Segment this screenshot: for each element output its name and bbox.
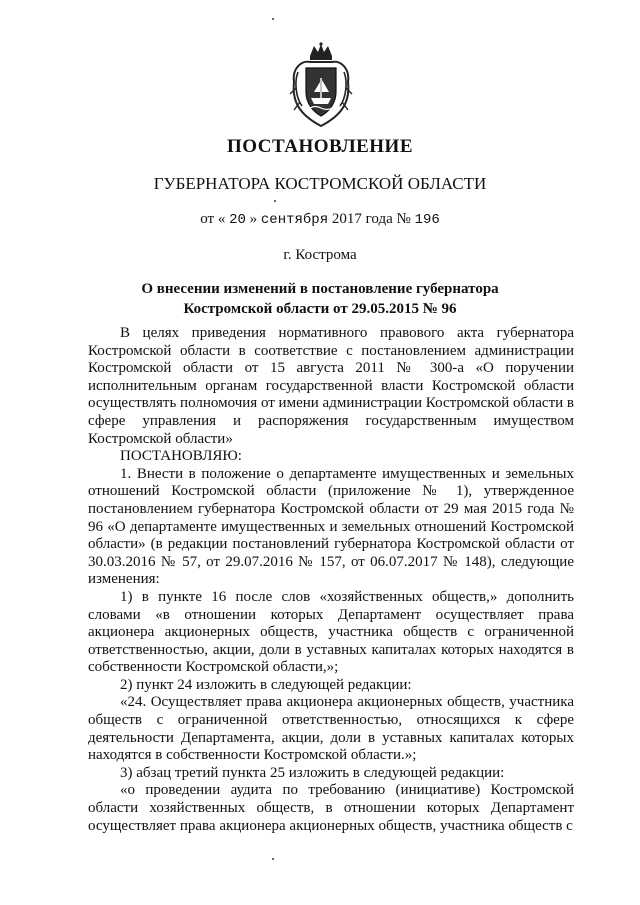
document-title: ПОСТАНОВЛЕНИЕ [226,136,414,157]
date-day: 20 [229,212,246,228]
scan-speck [272,858,274,860]
body-paragraph: 3) абзац третий пункта 25 изложить в следующей редакции: [120,764,505,781]
coat-of-arms-emblem [288,42,354,128]
body-paragraph: 2) пункт 24 изложить в следующей редакции: [120,676,412,693]
body-paragraph: «о проведении аудита по требованию (инициативе) Костромской области хозяйственных обществ, в отношении которых Департамент осуществляет права акционера акционерных обществ, участника обществ с [88,782,574,834]
scan-speck [272,18,274,20]
date-year: 2017 года № [328,211,415,227]
body-paragraph: «24. Осуществляет права акционера акционерных обществ, участника обществ с ограниченной ответственностью, относящихся к сфере деятельности Департамента, акции, доли в уставных капиталах которых находятся в собственности Костромской области.»; [88,694,574,764]
document-body [88,325,574,835]
city: г. Кострома [283,247,357,263]
issuer-title: ГУБЕРНАТОРА КОСТРОМСКОЙ ОБЛАСТИ [153,174,487,193]
preamble-paragraph: В целях приведения нормативного правового акта губернатора Костромской области в соответствие с постановлением администрации Костромской области от 15 августа 2011 № 300-а «О поручении исполнительным органам государственной власти Костромской области осуществлять полномочия от имени администрации Костромской области в сфере управления и распоряжения государственным имуществом Костромской области» [88,325,574,447]
date-month: сентября [260,212,329,228]
body-paragraph: 1) в пункте 16 после слов «хозяйственных обществ,» дополнить словами «в отношении которых Департамент осуществляет права акционера акционерных обществ, участника обществ с ограниченной ответственностью, акции, доли в уставных капиталах которых находятся в собственности Костромской области,»; [88,588,574,676]
date-line [0,211,640,228]
subject-line-1: О внесении изменений в постановление губернатора [141,281,499,297]
body-paragraph: 1. Внести в положение о департаменте имущественных и земельных отношений Костромской области (приложение № 1), утвержденное постановлением губернатора Костромской области от 29 мая 2015 года № 96 «О департаменте имущественных и земельных отношений Костромской области» (в редакции постановлений губернатора Костромской области от 30.03.2016 № 57, от 29.07.2016 № 157, от 06.07.2017 № 148), следующие изменения: [88,465,574,588]
subject-heading [0,279,640,319]
date-prefix: от « [200,211,230,227]
scan-speck [274,200,276,202]
date-mid: » [245,211,261,227]
subject-line-2: Костромской области от 29.05.2015 № 96 [183,301,457,317]
document-number: 196 [414,212,440,228]
decree-word: ПОСТАНОВЛЯЮ: [120,448,242,465]
